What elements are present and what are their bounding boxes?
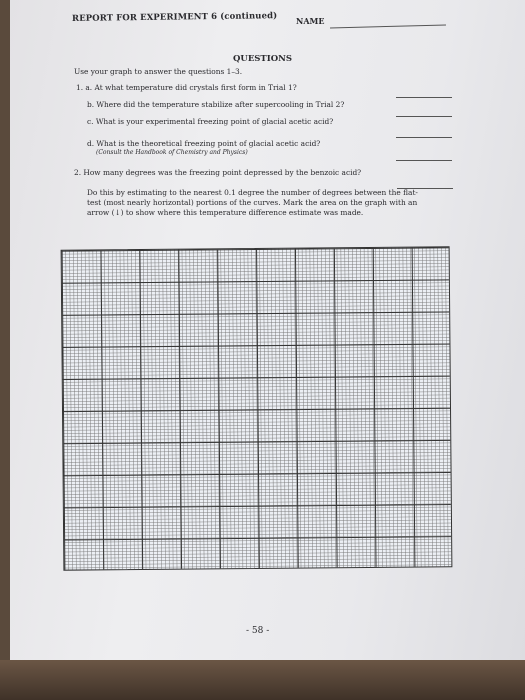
section-title: QUESTIONS [233, 54, 293, 64]
graph-paper-grid[interactable] [61, 246, 453, 570]
question-1d: d. What is the theoretical freezing point of glacial acetic acid? [87, 139, 321, 148]
question-2-instruction-line-2: test (most nearly horizontal) portions of the curves. Mark the area on the graph with an [87, 198, 418, 207]
question-2: 2. How many degrees was the freezing point depressed by the benzoic acid? [74, 168, 362, 177]
answer-line-1d[interactable] [396, 160, 452, 161]
question-1b: b. Where did the temperature stabilize after supercooling in Trial 2? [87, 100, 345, 109]
question-1d-note: (Consult the Handbook of Chemistry and Physics) [96, 149, 248, 156]
answer-line-1c[interactable] [396, 137, 452, 138]
name-field-line[interactable] [330, 24, 446, 28]
question-1a: 1. a. At what temperature did crystals first form in Trial 1? [76, 83, 297, 92]
question-1c: c. What is your experimental freezing point of glacial acetic acid? [87, 117, 334, 126]
intro-text: Use your graph to answer the questions 1–3. [74, 67, 243, 76]
answer-line-1a[interactable] [396, 97, 452, 98]
page-number: - 58 - [246, 626, 270, 636]
table-surface [0, 660, 525, 700]
report-header: REPORT FOR EXPERIMENT 6 (continued) [71, 11, 278, 24]
name-label: NAME [296, 16, 325, 26]
answer-line-1b[interactable] [396, 116, 452, 117]
question-2-instruction-line-1: Do this by estimating to the nearest 0.1 degree the number of degrees between the flat- [87, 188, 418, 197]
question-2-instruction-line-3: arrow (↓) to show where this temperature difference estimate was made. [87, 208, 364, 217]
worksheet-page [10, 0, 525, 686]
